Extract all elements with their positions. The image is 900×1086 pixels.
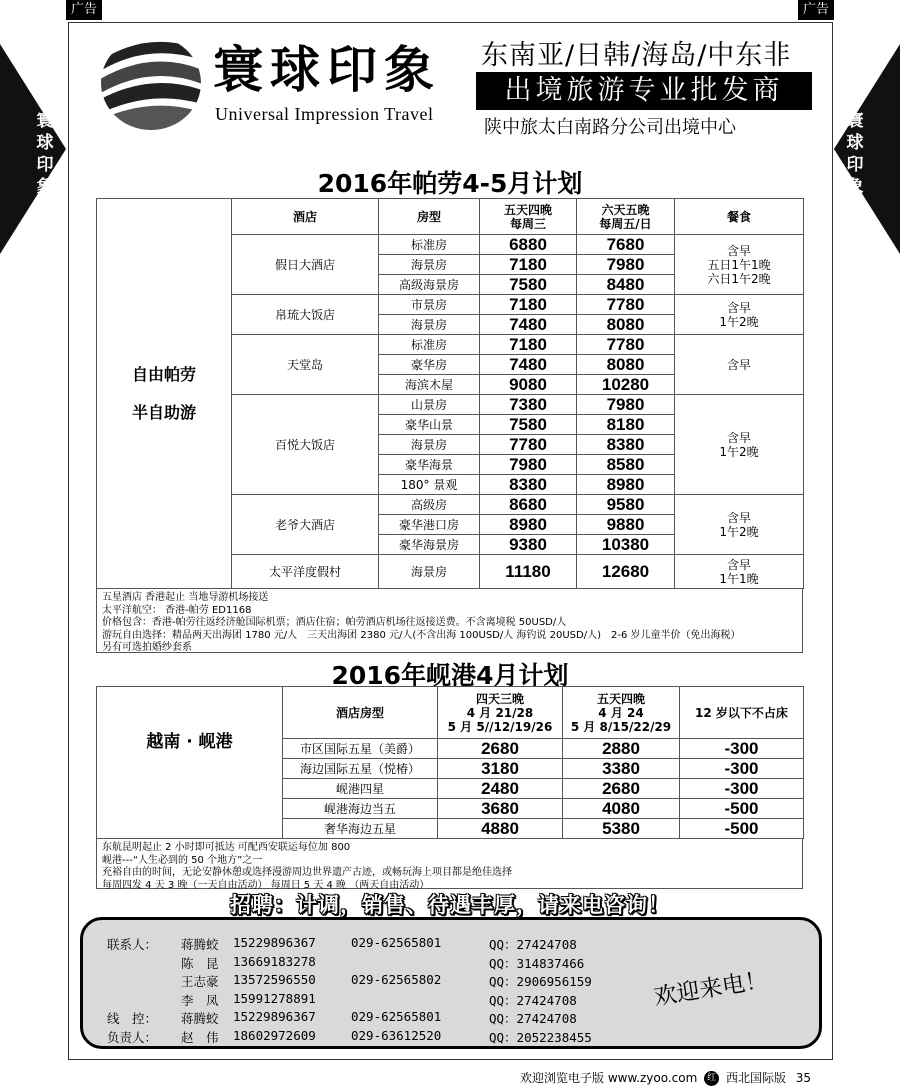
price-6d5n: 9880 bbox=[577, 515, 675, 535]
hotel-room-type: 岘港海边当五 bbox=[283, 799, 438, 819]
contact-tel: 029-62565801 bbox=[351, 1009, 442, 1024]
contact-name: 王志豪 bbox=[181, 974, 219, 989]
header-4d3n-label: 四天三晚 bbox=[475, 691, 524, 706]
header-child: 12 岁以下不占床 bbox=[680, 687, 804, 739]
header-5d4n bbox=[563, 687, 680, 739]
room-type: 山景房 bbox=[379, 395, 480, 415]
meal-line: 含早 bbox=[726, 510, 751, 525]
price-5d4n: 8380 bbox=[480, 475, 577, 495]
child-discount: -500 bbox=[680, 799, 804, 819]
contact-name: 李 凤 bbox=[181, 992, 219, 1008]
branch-name: 陕中旅太白南路分公司出境中心 bbox=[484, 117, 736, 138]
price-5d4n: 8980 bbox=[480, 515, 577, 535]
header-meal: 餐食 bbox=[675, 199, 804, 235]
contact-row bbox=[83, 991, 825, 1009]
meal-line: 1午1晚 bbox=[719, 571, 759, 586]
header-5d4n bbox=[480, 199, 577, 235]
price-5d4n: 7980 bbox=[480, 455, 577, 475]
header-5d4n-label: 五天四晚 bbox=[596, 691, 645, 706]
contact-qq: QQ：314837466 bbox=[489, 955, 585, 971]
contact-mobile: 13572596550 bbox=[233, 972, 316, 987]
hotel-room-type: 市区国际五星（美爵） bbox=[283, 739, 438, 759]
danang-tour-cell: 越南 · 岘港 bbox=[97, 687, 283, 839]
price-5d4n: 3380 bbox=[563, 759, 680, 779]
contact-tel: 029-63612520 bbox=[351, 1027, 442, 1043]
contact-tel: 029-62565802 bbox=[351, 972, 442, 987]
danang-title: 2016年岘港4月计划 bbox=[331, 661, 569, 690]
room-type: 豪华港口房 bbox=[379, 515, 480, 535]
palau-tour-type-cell bbox=[97, 199, 232, 589]
price-4d3n: 4880 bbox=[438, 819, 563, 839]
price-5d4n: 7580 bbox=[480, 275, 577, 295]
meal-plan bbox=[675, 555, 804, 589]
contact-name: 蒋腾蛟 bbox=[181, 937, 219, 952]
footer-badge: 红 bbox=[704, 1071, 719, 1086]
side-tab-left bbox=[0, 44, 66, 254]
room-type: 海景房 bbox=[379, 555, 480, 589]
room-type: 豪华海景房 bbox=[379, 535, 480, 555]
tagline-banner: 出境旅游专业批发商 bbox=[476, 72, 812, 110]
price-6d5n: 8580 bbox=[577, 455, 675, 475]
palau-header-row bbox=[97, 199, 804, 235]
header-5d4n-dates-2: 5 月 8/15/22/29 bbox=[570, 719, 672, 734]
contact-role: 线 控： bbox=[107, 1011, 158, 1026]
room-type: 海景房 bbox=[379, 255, 480, 275]
contact-name: 陈 昆 bbox=[181, 955, 219, 971]
contact-row bbox=[83, 1009, 825, 1027]
price-6d5n: 8980 bbox=[577, 475, 675, 495]
room-type: 高级海景房 bbox=[379, 275, 480, 295]
child-discount: -500 bbox=[680, 819, 804, 839]
palau-title: 2016年帕劳4-5月计划 bbox=[317, 169, 583, 198]
hotel-name: 百悦大饭店 bbox=[232, 395, 379, 495]
contact-qq: QQ：27424708 bbox=[489, 937, 577, 952]
contact-qq: QQ：2906956159 bbox=[489, 974, 592, 989]
hotel-name: 帛琉大饭店 bbox=[232, 295, 379, 335]
price-5d4n: 5380 bbox=[563, 819, 680, 839]
header-5d4n-label: 五天四晚 bbox=[503, 202, 552, 217]
note-line: 另有可选拍婚纱套系 bbox=[102, 642, 192, 653]
price-5d4n: 7480 bbox=[480, 315, 577, 335]
price-6d5n: 12680 bbox=[577, 555, 675, 589]
contact-tel: 029-62565801 bbox=[351, 935, 442, 950]
contact-mobile: 15229896367 bbox=[233, 935, 316, 950]
price-6d5n: 10280 bbox=[577, 375, 675, 395]
price-4d3n: 3180 bbox=[438, 759, 563, 779]
note-line: 太平洋航空： 香港-帕劳 ED1168 bbox=[102, 604, 252, 616]
child-discount: -300 bbox=[680, 759, 804, 779]
header-6d5n-label: 六天五晚 bbox=[601, 202, 650, 217]
price-5d4n: 7180 bbox=[480, 255, 577, 275]
meal-line: 含早 bbox=[726, 357, 751, 372]
price-6d5n: 8080 bbox=[577, 315, 675, 335]
contact-name: 赵 伟 bbox=[181, 1029, 219, 1045]
danang-price-table bbox=[96, 686, 804, 839]
meal-plan bbox=[675, 495, 804, 555]
meal-plan bbox=[675, 235, 804, 295]
contact-mobile: 18602972609 bbox=[233, 1027, 316, 1043]
meal-plan bbox=[675, 295, 804, 335]
room-type: 180° 景观 bbox=[379, 475, 480, 495]
header-4d3n-dates-2: 5 月 5//12/19/26 bbox=[447, 719, 553, 734]
ad-tag-left: 广告 bbox=[66, 0, 102, 20]
hotel-name: 天堂岛 bbox=[232, 335, 379, 395]
price-6d5n: 7780 bbox=[577, 335, 675, 355]
room-type: 标准房 bbox=[379, 335, 480, 355]
price-5d4n: 7380 bbox=[480, 395, 577, 415]
header-hotel-room: 酒店房型 bbox=[283, 687, 438, 739]
price-5d4n: 2680 bbox=[563, 779, 680, 799]
hotel-name: 太平洋度假村 bbox=[232, 555, 379, 589]
meal-plan bbox=[675, 395, 804, 495]
price-6d5n: 7680 bbox=[577, 235, 675, 255]
palau-price-table bbox=[96, 198, 804, 589]
room-type: 豪华山景 bbox=[379, 415, 480, 435]
room-type: 海景房 bbox=[379, 315, 480, 335]
hotel-name: 假日大酒店 bbox=[232, 235, 379, 295]
room-type: 海景房 bbox=[379, 435, 480, 455]
price-6d5n: 8380 bbox=[577, 435, 675, 455]
note-line: 每周四发 4 天 3 晚（一天自由活动） 每周日 5 天 4 晚 （两天自由活动） bbox=[102, 879, 430, 891]
price-5d4n: 2880 bbox=[563, 739, 680, 759]
price-5d4n: 7580 bbox=[480, 415, 577, 435]
note-line: 充裕自由的时间，无论安静休憩或选择漫游周边世界遗产古迹，或畅玩海上项目都是绝佳选择 bbox=[102, 867, 512, 878]
room-type: 标准房 bbox=[379, 235, 480, 255]
room-type: 市景房 bbox=[379, 295, 480, 315]
contact-row bbox=[83, 972, 825, 990]
contact-row bbox=[83, 1028, 825, 1046]
price-6d5n: 8180 bbox=[577, 415, 675, 435]
header-4d3n-dates-1: 4 月 21/28 bbox=[466, 705, 534, 720]
price-6d5n: 8080 bbox=[577, 355, 675, 375]
meal-plan bbox=[675, 335, 804, 395]
note-line: 价格包含：香港-帕劳往返经济舱国际机票；酒店住宿；帕劳酒店机场往返接送费。不含离境税 50USD/人 bbox=[102, 617, 567, 628]
note-line: 五星酒店 香港起止 当地导游机场接送 bbox=[102, 592, 269, 603]
contact-mobile: 13669183278 bbox=[233, 953, 316, 969]
page-number: 35 bbox=[795, 1071, 812, 1085]
contact-row bbox=[83, 954, 825, 972]
meal-line: 含早 bbox=[726, 300, 751, 315]
meal-line: 1午2晚 bbox=[719, 444, 759, 459]
contact-qq: QQ：27424708 bbox=[489, 1011, 577, 1026]
header-6d5n bbox=[577, 199, 675, 235]
price-5d4n: 7480 bbox=[480, 355, 577, 375]
child-discount: -300 bbox=[680, 779, 804, 799]
contact-box bbox=[80, 917, 822, 1049]
footer-section: 西北国际版 bbox=[725, 1071, 786, 1085]
header-room: 房型 bbox=[379, 199, 480, 235]
price-4d3n: 2680 bbox=[438, 739, 563, 759]
room-type: 豪华海景 bbox=[379, 455, 480, 475]
tour-type-line-2: 半自助游 bbox=[131, 402, 196, 422]
price-5d4n: 9380 bbox=[480, 535, 577, 555]
palau-notes bbox=[96, 589, 803, 653]
room-type: 海滨木屋 bbox=[379, 375, 480, 395]
ad-tag-right: 广告 bbox=[798, 0, 834, 20]
price-5d4n: 4080 bbox=[563, 799, 680, 819]
contact-role: 负责人： bbox=[107, 1029, 158, 1045]
price-4d3n: 2480 bbox=[438, 779, 563, 799]
meal-line: 1午2晚 bbox=[719, 524, 759, 539]
brand-name-en: Universal Impression Travel bbox=[215, 104, 434, 124]
side-text-left: 寰球印象 bbox=[36, 111, 54, 197]
price-5d4n: 9080 bbox=[480, 375, 577, 395]
meal-line: 含早 bbox=[726, 430, 751, 445]
meal-line: 1午2晚 bbox=[719, 314, 759, 329]
price-5d4n: 7180 bbox=[480, 335, 577, 355]
price-5d4n: 7780 bbox=[480, 435, 577, 455]
contact-name: 蒋腾蛟 bbox=[181, 1011, 219, 1026]
contact-mobile: 15991278891 bbox=[233, 990, 316, 1006]
price-5d4n: 7180 bbox=[480, 295, 577, 315]
header-6d5n-days: 每周五/日 bbox=[599, 216, 652, 231]
footer-text: 欢迎浏览电子版 www.zyoo.com bbox=[520, 1071, 698, 1085]
note-line: 东航昆明起止 2 小时即可抵达 可配西安联运每位加 800 bbox=[102, 842, 351, 853]
meal-line: 五日1午1晚 bbox=[707, 257, 771, 272]
header-5d4n-dates-1: 4 月 24 bbox=[598, 705, 644, 720]
welcome-text: 欢迎来电！ bbox=[652, 967, 770, 1011]
note-line: 岘港---“人生必到的 50 个地方”之一 bbox=[102, 854, 263, 866]
price-6d5n: 7780 bbox=[577, 295, 675, 315]
side-text-right: 寰球印象 bbox=[846, 111, 864, 197]
hotel-name: 老爷大酒店 bbox=[232, 495, 379, 555]
header-5d4n-days: 每周三 bbox=[509, 216, 546, 231]
hotel-room-type: 岘港四星 bbox=[283, 779, 438, 799]
danang-header-row bbox=[97, 687, 804, 739]
price-5d4n: 6880 bbox=[480, 235, 577, 255]
note-line: 游玩自由选择：精品两天出海团 1780 元/人 三天出海团 2380 元/人(不含出海 100USD/人 海钓说 20USD/人) 2-6 岁儿童半价（免出海税） bbox=[102, 629, 741, 641]
price-5d4n: 11180 bbox=[480, 555, 577, 589]
contact-qq: QQ：27424708 bbox=[489, 992, 577, 1008]
price-6d5n: 8480 bbox=[577, 275, 675, 295]
brand-name-cn: 寰球印象 bbox=[213, 40, 441, 99]
hotel-room-type: 奢华海边五星 bbox=[283, 819, 438, 839]
tour-type-line-1: 自由帕劳 bbox=[131, 364, 196, 384]
child-discount: -300 bbox=[680, 739, 804, 759]
hotel-room-type: 海边国际五星（悦椿） bbox=[283, 759, 438, 779]
price-6d5n: 7980 bbox=[577, 255, 675, 275]
contact-qq: QQ：2052238455 bbox=[489, 1029, 592, 1045]
price-4d3n: 3680 bbox=[438, 799, 563, 819]
meal-line: 含早 bbox=[726, 557, 751, 572]
price-6d5n: 7980 bbox=[577, 395, 675, 415]
price-6d5n: 9580 bbox=[577, 495, 675, 515]
meal-line: 六日1午2晚 bbox=[707, 271, 771, 286]
globe-logo-icon bbox=[97, 33, 205, 137]
destinations: 东南亚/日韩/海岛/中东非 bbox=[481, 40, 792, 71]
danang-notes bbox=[96, 839, 803, 889]
footer bbox=[520, 1069, 811, 1086]
room-type: 高级房 bbox=[379, 495, 480, 515]
contact-role: 联系人： bbox=[107, 937, 158, 952]
contact-row bbox=[83, 935, 825, 953]
room-type: 豪华房 bbox=[379, 355, 480, 375]
contact-mobile: 15229896367 bbox=[233, 1009, 316, 1024]
recruit-banner: 招聘：计调，销售、待遇丰厚，请来电咨询！ bbox=[230, 893, 670, 917]
meal-line: 含早 bbox=[726, 243, 751, 258]
header-hotel: 酒店 bbox=[232, 199, 379, 235]
header-4d3n bbox=[438, 687, 563, 739]
price-6d5n: 10380 bbox=[577, 535, 675, 555]
price-5d4n: 8680 bbox=[480, 495, 577, 515]
